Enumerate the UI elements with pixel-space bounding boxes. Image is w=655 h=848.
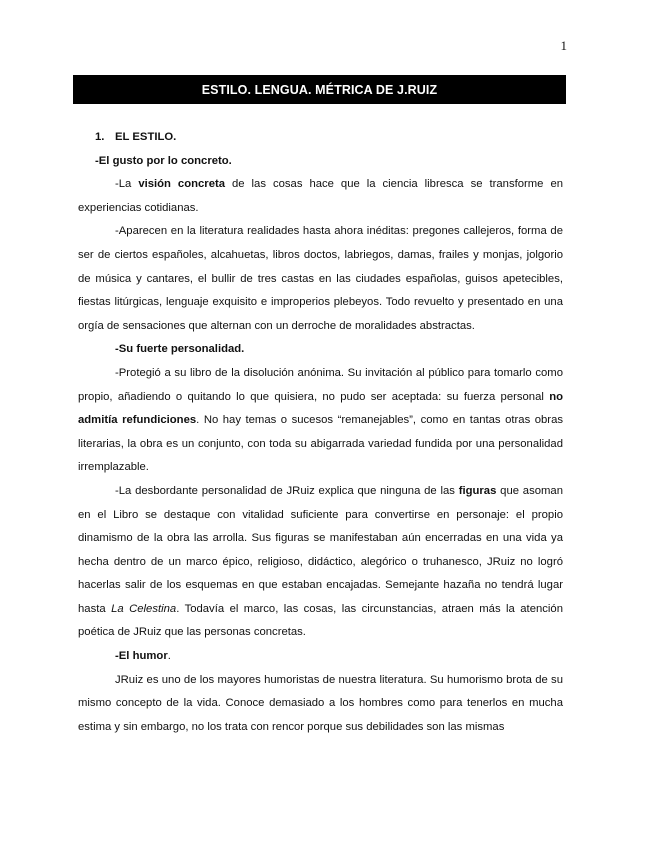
paragraph: -La visión concreta de las cosas hace que la ciencia libresca se transforme en experiencias cotidianas.: [78, 178, 564, 214]
subheading-text: -Su fuerte personalidad.: [115, 343, 245, 356]
section-number: 1.: [95, 131, 105, 143]
page-number: 1: [560, 38, 567, 53]
paragraph: JRuiz es uno de los mayores humoristas de nuestra literatura. Su humorismo brota de su mismo concepto de la vida. Conoce demasiado a los hombres como para tenerlos en mucha estima y sin embargo, no los trata con rencor porque sus debilidades son las mismas: [78, 673, 563, 733]
section-heading: [78, 126, 563, 150]
subheading-humor: -El humor.: [115, 650, 171, 663]
document-title: ESTILO. LENGUA. MÉTRICA DE J.RUIZ: [201, 82, 438, 97]
paragraph: -La desbordante personalidad de JRuiz explica que ninguna de las figuras que asoman en el Libro se destaque con vitalidad suficiente para convertirse en personaje: el propio dinamismo de la obra las arrolla. Sus figuras se manifestaban aún encerradas en una vida ya hecha dentro de un marco épico, religioso, didáctico, alegórico o truhanesco, JRuiz no logró hacerlas salir de los esquemas en que estaban encajadas. Semejante hazaña no tendrá lugar hasta La Celestina. Todavía el marco, las cosas, las circunstancias, atraen más la atención poética de JRuiz que las personas concretas.: [78, 484, 563, 639]
paragraph: -Protegió a su libro de la disolución anónima. Su invitación al público para tomarlo como propio, añadiendo o quitando lo que quisiera, no pudo ser aceptada: su fuerza personal no admitía refundiciones. No hay temas o sucesos “remanejables”, como en tantas otras obras literarias, la obra es un conjunto, con toda su abigarrada variedad fundida por una personalidad irremplazable.: [78, 366, 563, 474]
section-label: EL ESTILO.: [115, 131, 177, 143]
subheading-text: -El gusto por lo concreto.: [95, 154, 232, 167]
subheading-personalidad: [78, 338, 563, 362]
subheading-concreto: [78, 150, 563, 174]
subheading-text: -El humor: [115, 650, 168, 663]
document-body: [78, 126, 563, 739]
document-title-banner: [73, 75, 566, 104]
paragraph: -Aparecen en la literatura realidades hasta ahora inéditas: pregones callejeros, forma de ser de ciertos españoles, alcahuetas, libros doctos, labriegos, damas, frailes y monjas, jolgorio de música y cantares, el bullir de tres castas en las ciudades españolas, guisos apetecibles, fiestas litúrgicas, lenguaje exquisito e improperios plebeyos. Todo revuelto y presentado en una orgía de sensaciones que alternan con un derroche de moralidades abstractas.: [78, 225, 563, 332]
